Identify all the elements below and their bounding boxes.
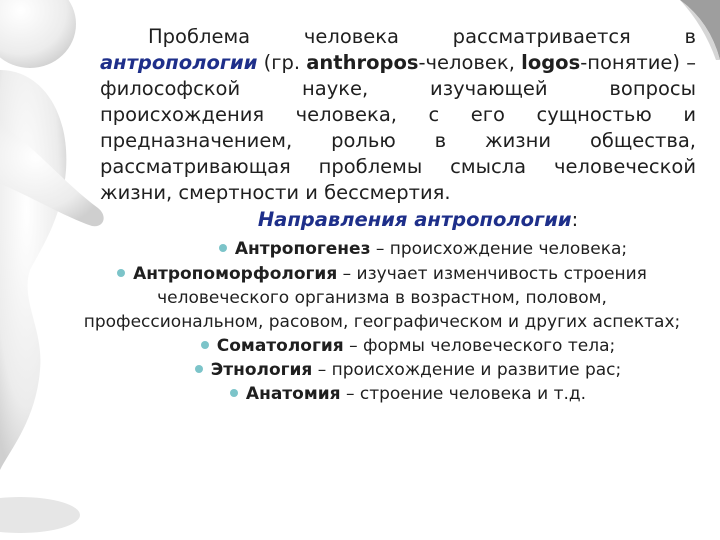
- heading-title: Направления антропологии: [257, 208, 572, 232]
- section-heading: [100, 207, 696, 233]
- bullet-icon: [219, 244, 227, 252]
- list-term: Соматология: [216, 335, 344, 356]
- intro-text: -человек,: [418, 50, 522, 74]
- anthropology-term: антропологии: [100, 50, 258, 74]
- intro-text: -понятие) – философской науке, изучающей вопросы происхождения человека, с его сущностью и предназначением, ролью в жизни общества, рассматривающая проблемы смысла человеческой жизни, смертности и бессмертия.: [100, 50, 696, 204]
- list-desc: – изучает изменчивость строения человеческого организма в возрастном, половом, профессиональном, расовом, географическом и других аспектах;: [83, 263, 681, 332]
- intro-paragraph: [100, 24, 696, 205]
- list-item: [100, 334, 696, 358]
- list-term: Анатомия: [245, 384, 341, 405]
- list-term: Антропогенез: [234, 239, 371, 260]
- content-area: [83, 24, 696, 406]
- list-desc: – строение человека и т.д.: [340, 384, 587, 405]
- list-item: [100, 237, 696, 261]
- anthropos-word: anthropos: [306, 50, 419, 74]
- bullet-icon: [201, 341, 209, 349]
- logos-word: logos: [521, 50, 581, 74]
- bullet-icon: [117, 269, 125, 277]
- list-item: [72, 262, 692, 334]
- list-term: Антропоморфология: [133, 263, 338, 284]
- list-term: Этнология: [210, 360, 313, 380]
- intro-line: Проблема человека рассматривается в: [148, 25, 696, 48]
- heading-colon: :: [571, 208, 579, 232]
- list-item: [100, 358, 696, 382]
- list-item: [100, 382, 696, 406]
- list-desc: – формы человеческого тела;: [343, 335, 616, 356]
- directions-list: [83, 237, 696, 406]
- bullet-icon: [195, 365, 203, 373]
- list-desc: – происхождение и развитие рас;: [312, 360, 622, 380]
- list-desc: – происхождение человека;: [370, 239, 628, 260]
- bullet-icon: [230, 389, 238, 397]
- intro-text: (гр.: [257, 50, 307, 74]
